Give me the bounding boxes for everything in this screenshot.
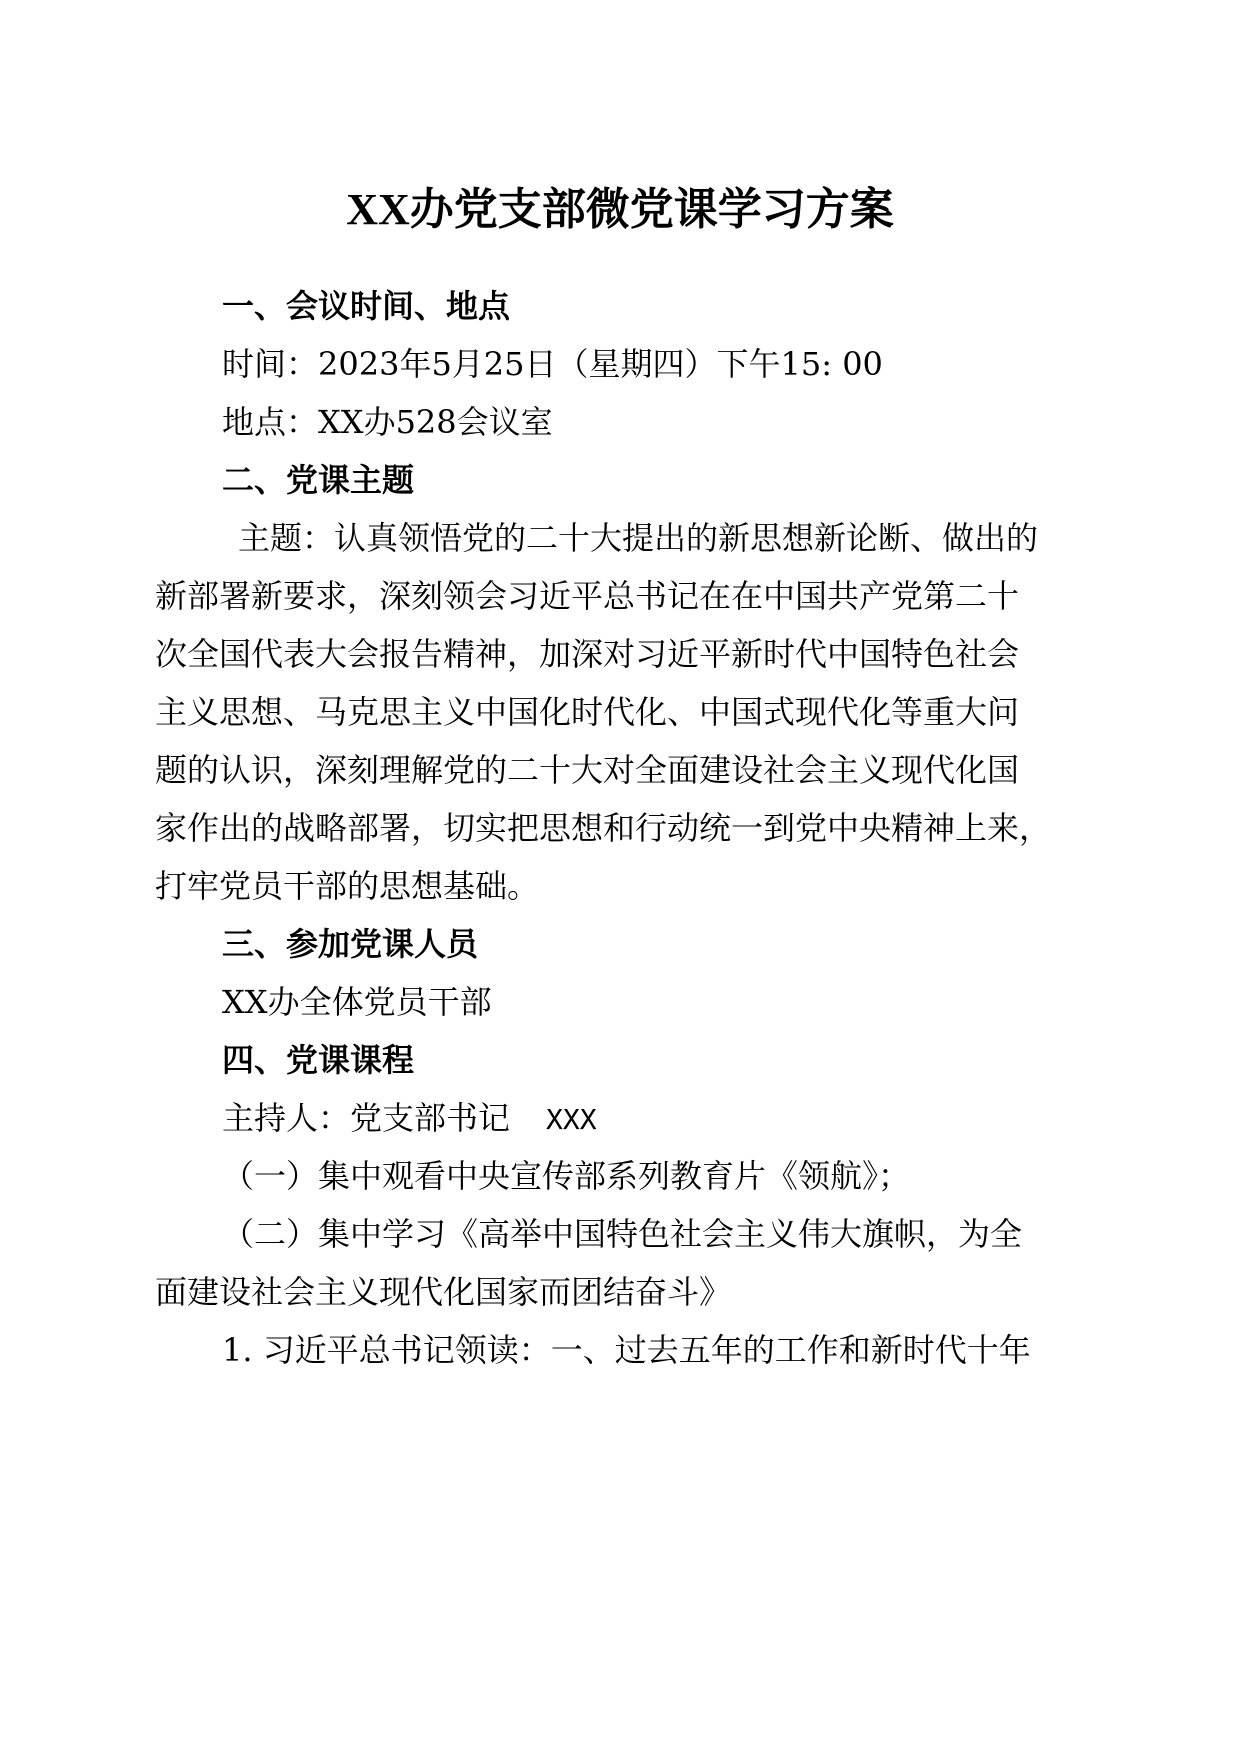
host-name: XXX — [546, 1103, 597, 1136]
meeting-place: 地点：XX办528会议室 — [222, 403, 553, 441]
host-line — [0, 1098, 1240, 1140]
section-heading-time-place: 一、会议时间、地点 — [222, 287, 511, 325]
course-item-2-line-2: 面建设社会主义现代化国家而团结奋斗》 — [155, 1273, 732, 1311]
theme-line: 主题：认真领悟党的二十大提出的新思想新论断、做出的 — [238, 519, 1039, 557]
theme-line: 次全国代表大会报告精神，加深对习近平新时代中国特色社会 — [155, 635, 1020, 673]
theme-line: 主义思想、马克思主义中国化时代化、中国式现代化等重大问 — [155, 693, 1020, 731]
course-item-1: （一）集中观看中央宣传部系列教育片《领航》； — [222, 1157, 911, 1195]
theme-line: 家作出的战略部署，切实把思想和行动统一到党中央精神上来， — [155, 809, 1052, 847]
section-heading-theme: 二、党课主题 — [222, 461, 415, 499]
course-item-2-line-1: （二）集中学习《高举中国特色社会主义伟大旗帜，为全 — [222, 1215, 1023, 1253]
theme-line: 新部署新要求，深刻领会习近平总书记在在中国共产党第二十 — [155, 577, 1020, 615]
theme-line: 题的认识，深刻理解党的二十大对全面建设社会主义现代化国 — [155, 751, 1020, 789]
attendees-text: XX办全体党员干部 — [222, 983, 492, 1021]
meeting-time: 时间：2023年5月25日（星期四）下午15: 00 — [222, 345, 883, 383]
host-label: 主持人：党支部书记 — [222, 1099, 511, 1137]
course-item-3: 1. 习近平总书记领读：一、过去五年的工作和新时代十年 — [222, 1331, 1031, 1369]
section-heading-attendees: 三、参加党课人员 — [222, 925, 479, 963]
theme-line: 打牢党员干部的思想基础。 — [155, 867, 540, 905]
document-title: XX办党支部微党课学习方案 — [346, 185, 894, 234]
section-heading-course: 四、党课课程 — [222, 1041, 415, 1079]
